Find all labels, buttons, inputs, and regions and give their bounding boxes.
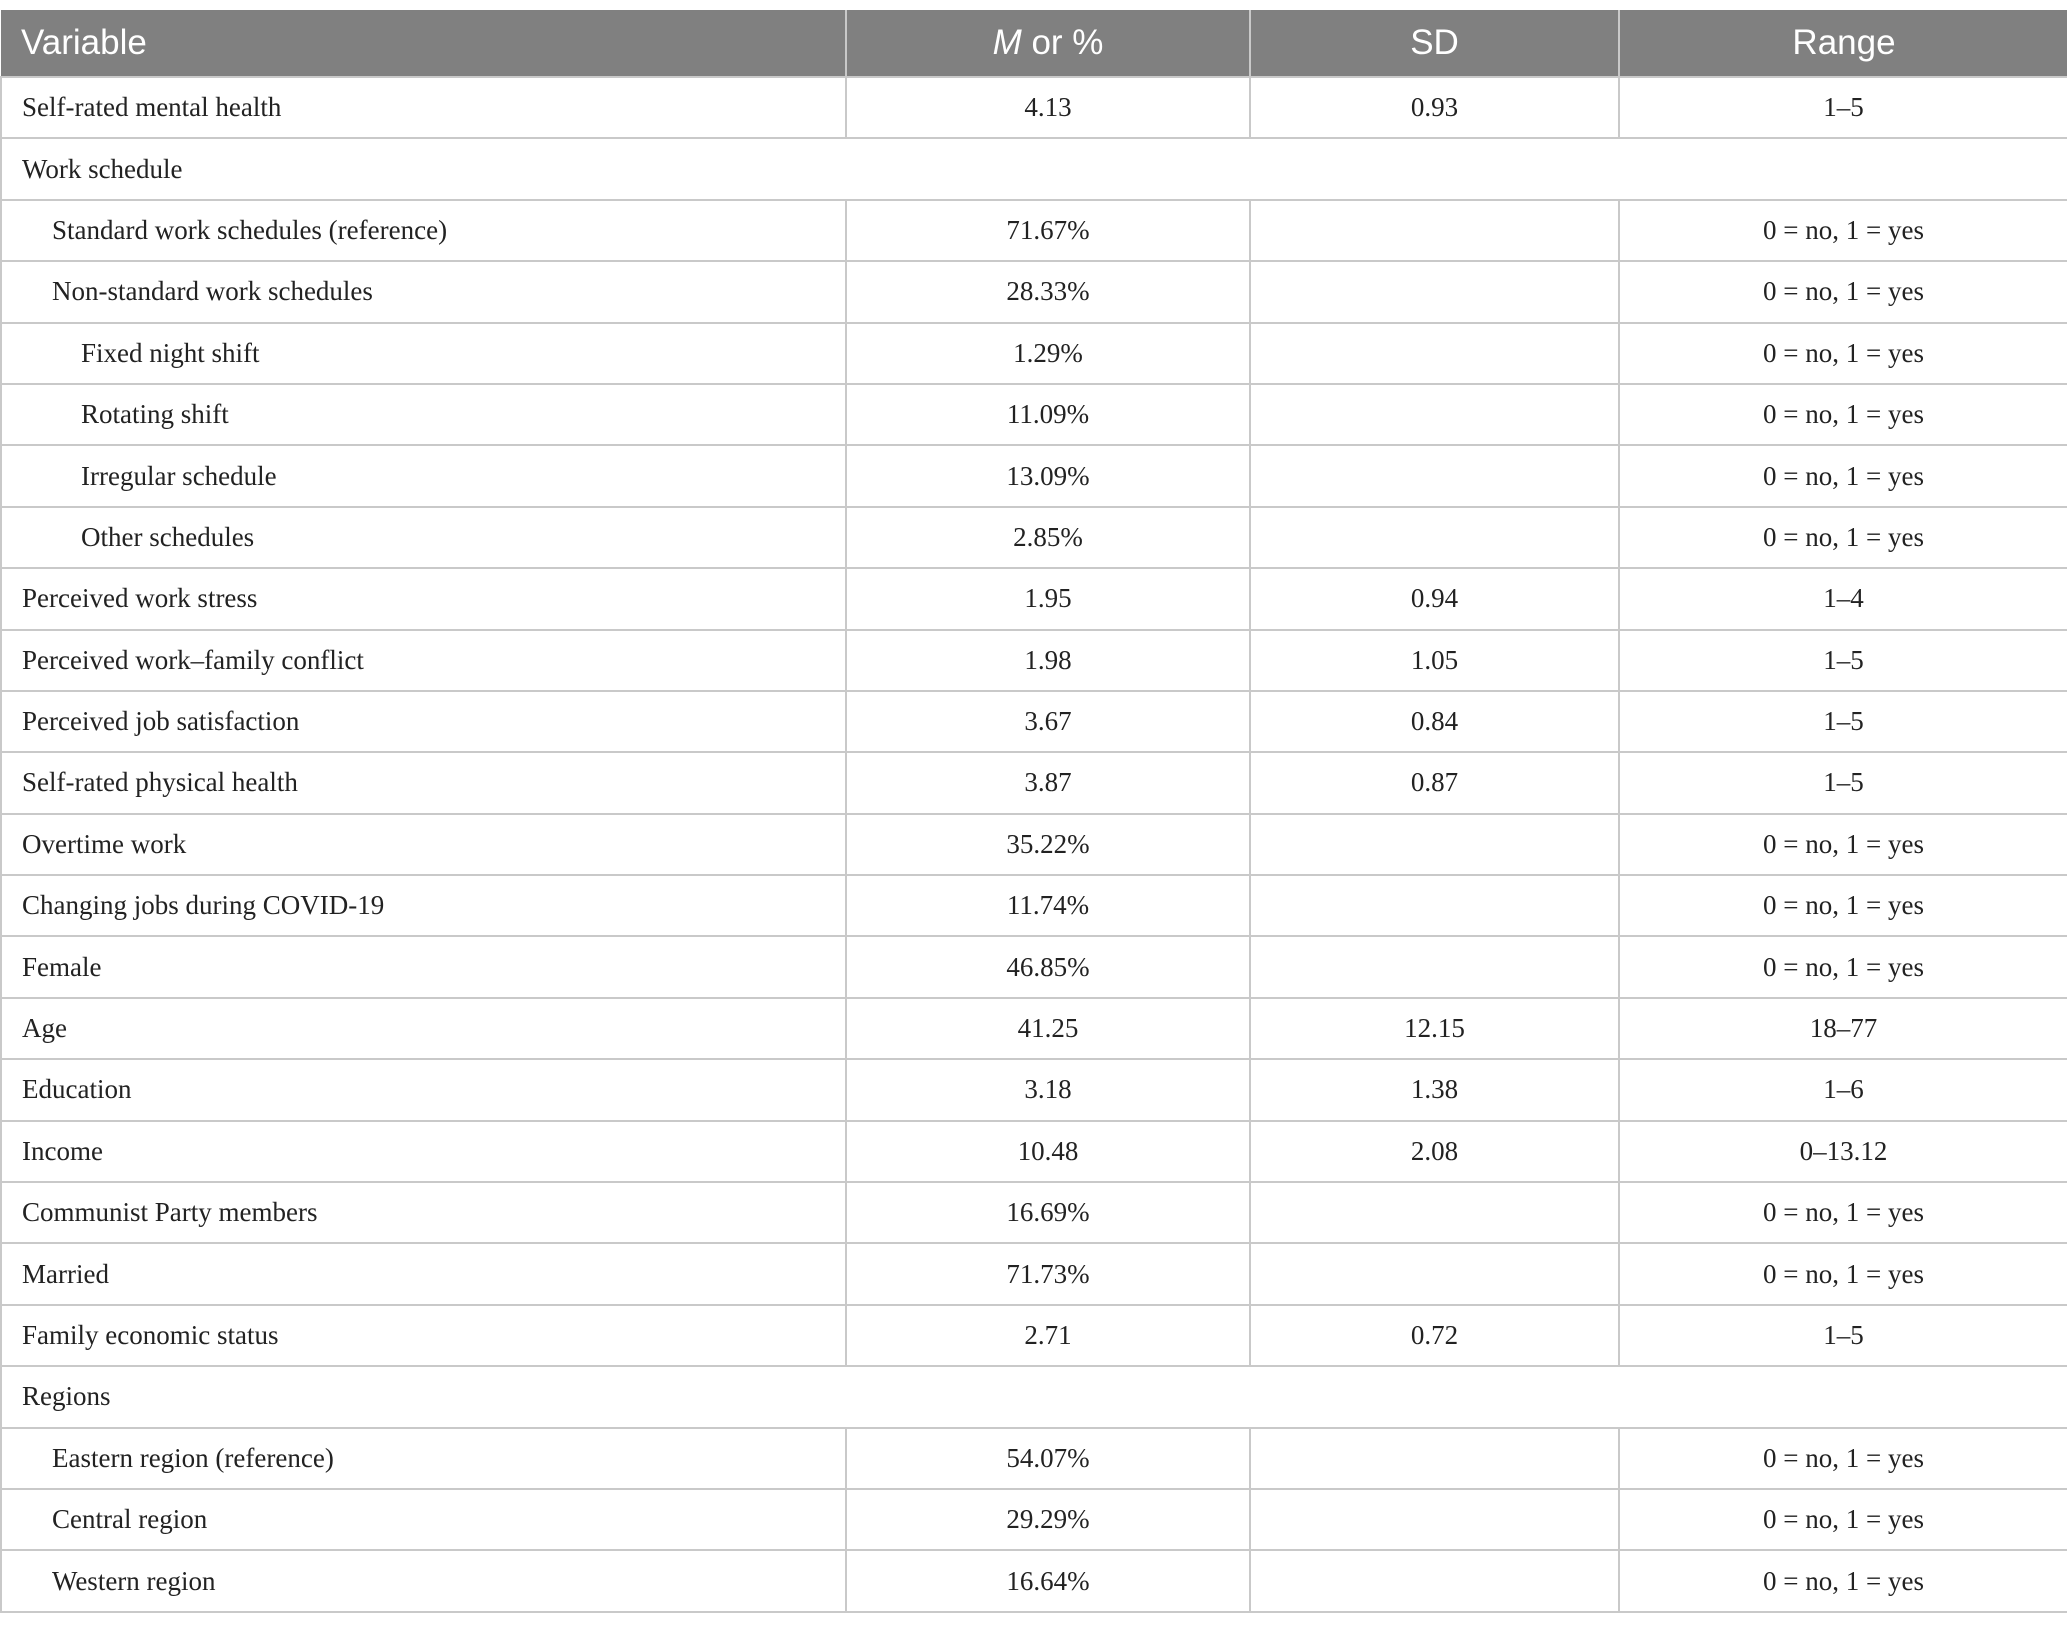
cell-variable: Education [1, 1059, 846, 1120]
table-row [1, 323, 2067, 384]
header-sd: SD [1250, 10, 1619, 77]
cell-range: 0 = no, 1 = yes [1619, 875, 2067, 936]
cell-range: 0 = no, 1 = yes [1619, 261, 2067, 322]
cell-mean: 3.67 [846, 691, 1250, 752]
cell-sd: 2.08 [1250, 1121, 1619, 1182]
cell-mean: 16.69% [846, 1182, 1250, 1243]
table-row [1, 936, 2067, 997]
table-row [1, 1428, 2067, 1489]
cell-variable: Other schedules [1, 507, 846, 568]
cell-mean: 28.33% [846, 261, 1250, 322]
cell-range: 1–5 [1619, 691, 2067, 752]
cell-variable: Central region [1, 1489, 846, 1550]
cell-mean: 4.13 [846, 77, 1250, 138]
cell-mean: 11.74% [846, 875, 1250, 936]
cell-variable: Self-rated mental health [1, 77, 846, 138]
table-row [1, 630, 2067, 691]
cell-range: 1–6 [1619, 1059, 2067, 1120]
cell-variable: Income [1, 1121, 846, 1182]
table-row [1, 1059, 2067, 1120]
cell-variable: Rotating shift [1, 384, 846, 445]
cell-variable: Fixed night shift [1, 323, 846, 384]
header-m-italic: M [992, 23, 1022, 62]
table-row [1, 261, 2067, 322]
cell-sd [1250, 445, 1619, 506]
table-row [1, 1366, 2067, 1427]
cell-range: 1–5 [1619, 630, 2067, 691]
cell-mean: 2.71 [846, 1305, 1250, 1366]
cell-range: 0 = no, 1 = yes [1619, 1428, 2067, 1489]
cell-mean: 16.64% [846, 1550, 1250, 1611]
cell-range: 0–13.12 [1619, 1121, 2067, 1182]
cell-range: 1–5 [1619, 1305, 2067, 1366]
cell-group-heading: Regions [1, 1366, 2067, 1427]
table-row [1, 1305, 2067, 1366]
table-row [1, 1243, 2067, 1304]
table-row [1, 138, 2067, 199]
header-variable: Variable [1, 10, 846, 77]
cell-variable: Self-rated physical health [1, 752, 846, 813]
cell-range: 0 = no, 1 = yes [1619, 814, 2067, 875]
cell-mean: 3.18 [846, 1059, 1250, 1120]
cell-sd [1250, 1428, 1619, 1489]
table-body [1, 77, 2067, 1612]
cell-sd: 0.93 [1250, 77, 1619, 138]
cell-range: 1–4 [1619, 568, 2067, 629]
cell-variable: Family economic status [1, 1305, 846, 1366]
cell-range: 0 = no, 1 = yes [1619, 1550, 2067, 1611]
cell-mean: 1.29% [846, 323, 1250, 384]
cell-sd: 0.72 [1250, 1305, 1619, 1366]
cell-mean: 3.87 [846, 752, 1250, 813]
cell-range: 0 = no, 1 = yes [1619, 384, 2067, 445]
table-row [1, 507, 2067, 568]
cell-sd: 0.87 [1250, 752, 1619, 813]
cell-sd [1250, 1550, 1619, 1611]
cell-variable: Perceived job satisfaction [1, 691, 846, 752]
cell-sd [1250, 261, 1619, 322]
cell-group-heading: Work schedule [1, 138, 2067, 199]
cell-variable: Overtime work [1, 814, 846, 875]
cell-variable: Changing jobs during COVID-19 [1, 875, 846, 936]
table-row [1, 1121, 2067, 1182]
descriptive-statistics-table [0, 10, 2067, 1613]
header-row [1, 10, 2067, 77]
cell-range: 0 = no, 1 = yes [1619, 200, 2067, 261]
cell-sd [1250, 814, 1619, 875]
cell-variable: Female [1, 936, 846, 997]
cell-mean: 71.73% [846, 1243, 1250, 1304]
cell-sd: 1.05 [1250, 630, 1619, 691]
cell-variable: Western region [1, 1550, 846, 1611]
cell-sd: 0.84 [1250, 691, 1619, 752]
table-row [1, 384, 2067, 445]
table-row [1, 1489, 2067, 1550]
cell-range: 0 = no, 1 = yes [1619, 323, 2067, 384]
table-row [1, 1182, 2067, 1243]
cell-mean: 46.85% [846, 936, 1250, 997]
cell-range: 0 = no, 1 = yes [1619, 936, 2067, 997]
header-m-rest: or % [1021, 23, 1104, 62]
cell-variable: Age [1, 998, 846, 1059]
cell-mean: 1.98 [846, 630, 1250, 691]
cell-sd: 1.38 [1250, 1059, 1619, 1120]
cell-variable: Non-standard work schedules [1, 261, 846, 322]
cell-variable: Communist Party members [1, 1182, 846, 1243]
header-range: Range [1619, 10, 2067, 77]
table-row [1, 814, 2067, 875]
cell-mean: 35.22% [846, 814, 1250, 875]
cell-range: 0 = no, 1 = yes [1619, 1182, 2067, 1243]
table-row [1, 77, 2067, 138]
cell-mean: 1.95 [846, 568, 1250, 629]
cell-mean: 11.09% [846, 384, 1250, 445]
cell-variable: Irregular schedule [1, 445, 846, 506]
table-row [1, 445, 2067, 506]
table-row [1, 875, 2067, 936]
cell-sd [1250, 1489, 1619, 1550]
cell-range: 0 = no, 1 = yes [1619, 445, 2067, 506]
table-row [1, 200, 2067, 261]
cell-range: 0 = no, 1 = yes [1619, 1243, 2067, 1304]
cell-mean: 54.07% [846, 1428, 1250, 1489]
cell-sd: 0.94 [1250, 568, 1619, 629]
cell-mean: 71.67% [846, 200, 1250, 261]
cell-variable: Eastern region (reference) [1, 1428, 846, 1489]
table-row [1, 691, 2067, 752]
cell-mean: 41.25 [846, 998, 1250, 1059]
cell-sd [1250, 200, 1619, 261]
cell-range: 1–5 [1619, 752, 2067, 813]
cell-mean: 13.09% [846, 445, 1250, 506]
cell-mean: 10.48 [846, 1121, 1250, 1182]
cell-mean: 2.85% [846, 507, 1250, 568]
cell-mean: 29.29% [846, 1489, 1250, 1550]
table-row [1, 752, 2067, 813]
cell-sd [1250, 384, 1619, 445]
cell-range: 0 = no, 1 = yes [1619, 507, 2067, 568]
cell-range: 18–77 [1619, 998, 2067, 1059]
header-mean-or-percent [846, 10, 1250, 77]
cell-sd [1250, 875, 1619, 936]
table-row [1, 568, 2067, 629]
cell-sd [1250, 323, 1619, 384]
table-row [1, 998, 2067, 1059]
cell-variable: Perceived work stress [1, 568, 846, 629]
cell-sd [1250, 1182, 1619, 1243]
cell-range: 0 = no, 1 = yes [1619, 1489, 2067, 1550]
table-header [1, 10, 2067, 77]
cell-sd: 12.15 [1250, 998, 1619, 1059]
cell-sd [1250, 1243, 1619, 1304]
cell-sd [1250, 936, 1619, 997]
cell-variable: Perceived work–family conflict [1, 630, 846, 691]
cell-variable: Standard work schedules (reference) [1, 200, 846, 261]
table-row [1, 1550, 2067, 1611]
cell-variable: Married [1, 1243, 846, 1304]
cell-range: 1–5 [1619, 77, 2067, 138]
cell-sd [1250, 507, 1619, 568]
